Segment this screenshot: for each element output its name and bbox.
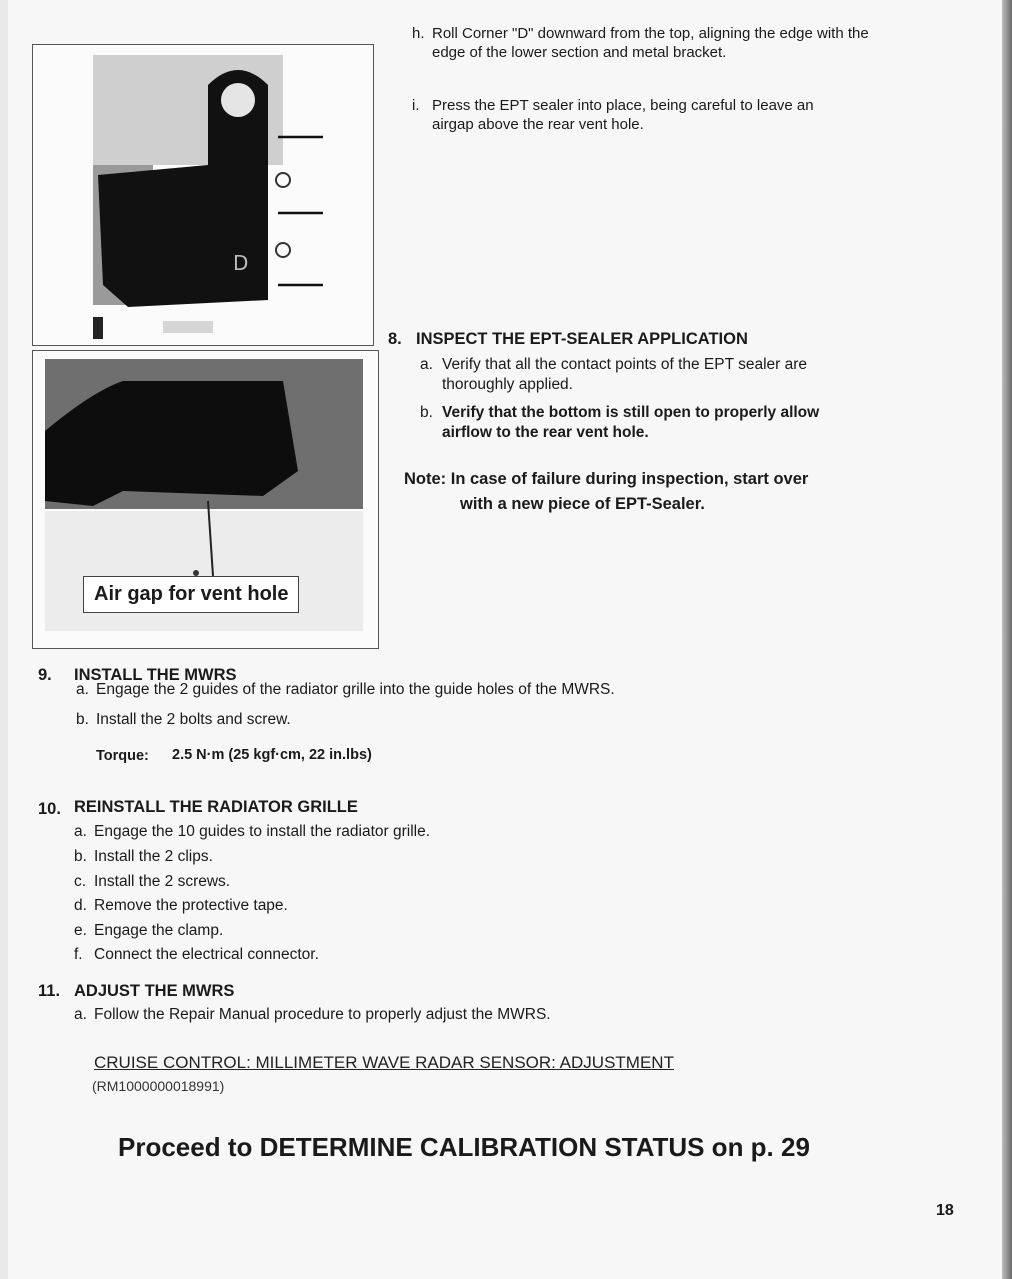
page-edge-shadow: [1002, 0, 1012, 1279]
section-8-number: 8.: [388, 330, 402, 348]
section-11-item-a-text: Follow the Repair Manual procedure to properly adjust the MWRS.: [94, 1006, 551, 1023]
step-h: [412, 24, 872, 61]
section-10-title: REINSTALL THE RADIATOR GRILLE: [74, 798, 358, 816]
section-10-item-a-letter: a.: [74, 823, 87, 840]
reference-id: (RM1000000018991): [92, 1078, 225, 1094]
section-9-item-a-text: Engage the 2 guides of the radiator grille into the guide holes of the MWRS.: [96, 681, 615, 698]
step-h-text: Roll Corner "D" downward from the top, aligning the edge with the edge of the lower section and metal bracket.: [432, 25, 869, 61]
step-i-text: Press the EPT sealer into place, being careful to leave an airgap above the rear vent hole.: [432, 97, 814, 133]
note-line-1: Note: In case of failure during inspection, start over: [404, 470, 809, 488]
step-i-letter: i.: [412, 97, 420, 114]
section-8-title: INSPECT THE EPT-SEALER APPLICATION: [416, 330, 748, 348]
section-10-item-e-letter: e.: [74, 922, 87, 939]
section-9-title: INSTALL THE MWRS: [74, 666, 237, 684]
section-10-item-d-letter: d.: [74, 897, 87, 914]
section-9-item-b-text: Install the 2 bolts and screw.: [96, 711, 291, 728]
section-11-title: ADJUST THE MWRS: [74, 982, 235, 1000]
page-number: 18: [936, 1202, 954, 1219]
section-10-item-f-letter: f.: [74, 946, 83, 963]
section-10-item-e-text: Engage the clamp.: [94, 922, 224, 939]
corner-d-illustration: [33, 45, 373, 345]
section-10-number: 10.: [38, 800, 61, 818]
torque-label: Torque:: [96, 748, 149, 764]
section-9-item-b-letter: b.: [76, 711, 89, 728]
section-8-item-a-letter: a.: [420, 356, 433, 373]
photo-corner-d: [32, 44, 374, 346]
note-line-2: with a new piece of EPT-Sealer.: [460, 495, 705, 513]
photo-air-gap: [32, 350, 379, 649]
section-10-item-c-text: Install the 2 screws.: [94, 873, 231, 890]
section-9-item-a-letter: a.: [76, 681, 89, 698]
section-10-item-a-text: Engage the 10 guides to install the radiator grille.: [94, 823, 431, 840]
section-8-item-b-text: Verify that the bottom is still open to properly allow airflow to the rear vent hole.: [442, 404, 820, 441]
section-11-item-a-letter: a.: [74, 1006, 87, 1023]
section-10-item-b-letter: b.: [74, 848, 87, 865]
section-8-item-b-letter: b.: [420, 404, 433, 421]
air-gap-caption: Air gap for vent hole: [83, 576, 299, 613]
step-h-letter: h.: [412, 25, 425, 42]
section-9-number: 9.: [38, 666, 52, 684]
corner-label: D: [233, 251, 249, 275]
section-10-item-d-text: Remove the protective tape.: [94, 897, 288, 914]
section-10-item-b-text: Install the 2 clips.: [94, 848, 213, 865]
step-i: [412, 96, 872, 133]
section-11-number: 11.: [38, 982, 61, 1000]
section-10-item-f-text: Connect the electrical connector.: [94, 946, 319, 963]
section-8-item-a-text: Verify that all the contact points of the EPT sealer are thoroughly applied.: [442, 356, 808, 393]
repair-manual-link[interactable]: CRUISE CONTROL: MILLIMETER WAVE RADAR SENSOR: ADJUSTMENT: [94, 1053, 674, 1072]
torque-value: 2.5 N·m (25 kgf·cm, 22 in.lbs): [172, 747, 372, 763]
proceed-instruction: Proceed to DETERMINE CALIBRATION STATUS on p. 29: [118, 1132, 810, 1162]
section-10-item-c-letter: c.: [74, 873, 87, 890]
